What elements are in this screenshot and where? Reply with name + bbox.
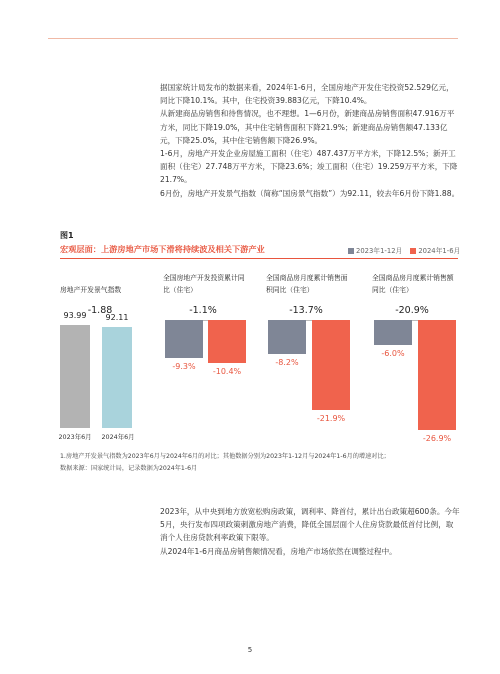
- data-label: -6.0%: [381, 348, 405, 358]
- bar-2023: [165, 320, 203, 358]
- outro-paragraph: 从2024年1-6月商品房销售额情况看，房地产市场依然在调整过程中。: [160, 546, 397, 556]
- page-number: 5: [247, 646, 253, 654]
- legend-swatch-red: [410, 248, 416, 254]
- panel-headline: -13.7%: [289, 305, 323, 316]
- data-label: -21.9%: [316, 413, 346, 423]
- bar-2023: [374, 320, 412, 345]
- panel-title: 全国商品房月度累计销售额同比（住宅）: [372, 274, 454, 294]
- data-label: -9.3%: [172, 362, 196, 372]
- legend-item-2024: [410, 245, 460, 255]
- data-label: 92.11: [105, 312, 129, 322]
- header-rule: [48, 38, 458, 39]
- bar-2024: [312, 320, 350, 410]
- legend-item-2023: [348, 245, 402, 255]
- figure-title: 宏观层面：上游房地产市场下滑将持续波及相关下游产业: [60, 244, 265, 254]
- x-tick-label: 2023年6月: [58, 433, 92, 441]
- bar-2024: [208, 320, 246, 363]
- intro-paragraph: 从新建商品房销售和待售情况，也不理想。1—6月份，新建商品房销售面积47.916万平方米，同比下降19.0%，其中住宅销售面积下降21.9%；新建商品房销售额47.133亿元，下降25.0%，其中住宅销售额下降26.9%。: [160, 109, 455, 145]
- legend-label: 2024年1-6月: [418, 247, 461, 255]
- bar-2023: [60, 325, 90, 428]
- figure-label: 图1: [60, 231, 74, 240]
- panel-title: 全国商品房月度累计销售面积同比（住宅）: [266, 274, 348, 294]
- data-label: -10.4%: [212, 366, 242, 376]
- panel-headline: -20.9%: [395, 305, 429, 316]
- data-label: -8.2%: [275, 357, 299, 367]
- legend-label: 2023年1-12月: [356, 247, 403, 255]
- panel-title: 全国房地产开发投资累计同比（住宅）: [163, 274, 245, 294]
- bar-2023: [268, 320, 306, 354]
- data-label: 93.99: [63, 310, 87, 320]
- bar-2024: [102, 327, 132, 428]
- figure-note: 1.房地产开发景气指数为2023年6月与2024年6月的对比；其他数据分别为2023年1-12月与2024年1-6月的增速对比；: [60, 453, 390, 460]
- intro-paragraph: 6月份，房地产开发景气指数（简称“国房景气指数”）为92.11，较去年6月份下降1.88。: [160, 188, 460, 198]
- intro-text: [160, 81, 460, 200]
- bar-2024: [418, 320, 456, 430]
- figure-title-rule: [60, 258, 458, 259]
- outro-text: [160, 505, 460, 558]
- intro-paragraph: 据国家统计局发布的数据来看，2024年1-6月，全国房地产开发住宅投资52.529亿元，同比下降10.1%。其中，住宅投资39.883亿元，下降10.4%。: [160, 83, 454, 106]
- intro-paragraph: 1-6月，房地产开发企业房屋施工面积（住宅）487.437万平方米，下降12.5%；新开工面积（住宅）27.748万平方米，下降23.6%；竣工面积（住宅）19.259万平方米，下降21.7%。: [160, 149, 458, 185]
- chart-legend: [348, 245, 460, 255]
- x-tick-label: 2024年6月: [101, 433, 135, 441]
- panel-title: 房地产开发景气指数: [60, 286, 122, 294]
- outro-paragraph: 2023年，从中央到地方放宽松购房政策，调利率、降首付，累计出台政策超600条。今年5月，央行发布四项政策刺激房地产消费，降低全国层面个人住房贷款最低首付比例，取消个人住房贷款利率政策下限等。: [160, 507, 460, 543]
- panel-headline: -1.88: [87, 305, 113, 316]
- data-label: -26.9%: [422, 434, 452, 444]
- figure-source: 数据来源：国家统计局，记录数据为2024年1-6月: [60, 465, 198, 472]
- legend-swatch-grey: [348, 248, 354, 254]
- panel-headline: -1.1%: [189, 305, 217, 316]
